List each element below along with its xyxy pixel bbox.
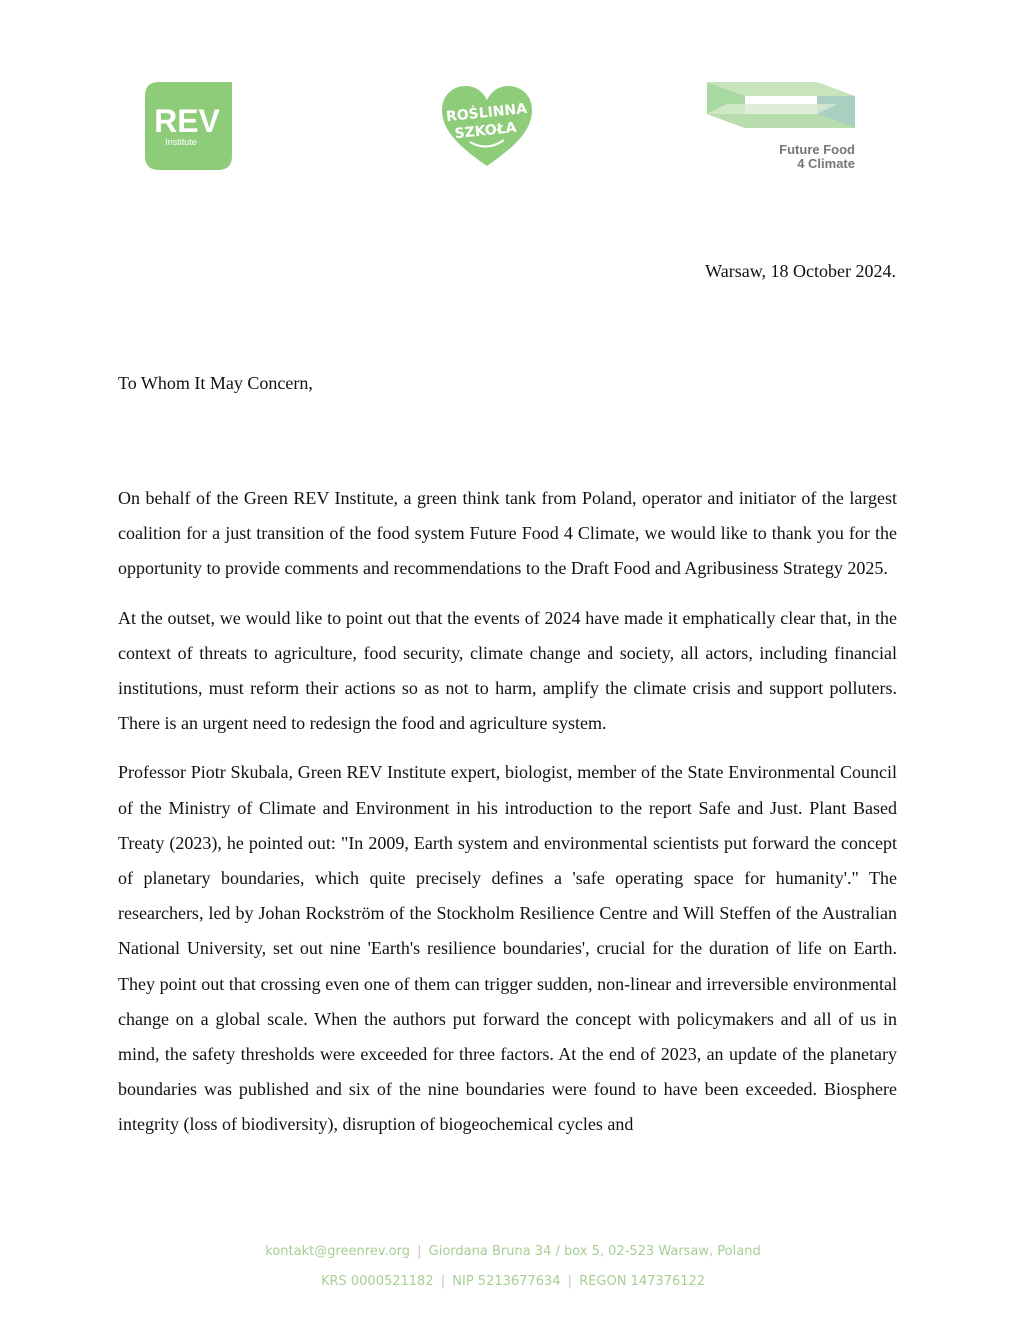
future-food-logo-line1: Future Food <box>779 142 855 157</box>
footer-krs: KRS 0000521182 <box>320 1274 434 1289</box>
letter-paragraph: On behalf of the Green REV Institute, a green think tank from Poland, operator and initiator of the largest coalition for a just transition of the food system Future Food 4 Climate, we would like to thank you for the opportunity to provide comments and recommendations to the Draft Food and Agribusiness Strategy 2025. <box>118 488 897 579</box>
future-food-logo-line2: 4 Climate <box>797 156 855 171</box>
footer-separator: | <box>440 1274 446 1289</box>
roslinna-szkola-logo <box>440 84 534 168</box>
footer-contact-line <box>0 1244 1026 1259</box>
footer-nip: NIP 5213677634 <box>452 1274 561 1289</box>
footer-separator: | <box>567 1274 573 1289</box>
letter-paragraph: Professor Piotr Skubala, Green REV Institute expert, biologist, member of the State Environmental Council of the Ministry of Climate and Environment in his introduction to the report Safe and Just. Plant Based Treaty (2023), he pointed out: "In 2009, Earth system and environmental scientists put forward the concept of planetary boundaries, which quite precisely defines a 'safe operating space for humanity'." The researchers, led by Johan Rockström of the Stockholm Resilience Centre and Will Steffen of the Australian National University, set out nine 'Earth's resilience boundaries', crucial for the duration of life on Earth. They point out that crossing even one of them can trigger sudden, non-linear and irreversible environmental change on a global scale. When the authors put forward the concept with policymakers and all of us in mind, the safety thresholds were exceeded for three factors. At the end of 2023, an update of the planetary boundaries was published and six of the nine boundaries were found to have been exceeded. Biosphere integrity (loss of biodiversity), disruption of biogeochemical cycles and <box>118 762 897 1135</box>
letter-body <box>118 481 897 1157</box>
footer-address: Giordana Bruna 34 / box 5, 02-523 Warsaw, Poland <box>428 1244 761 1259</box>
roslinna-logo-line1: ROŚLINNA <box>445 100 528 126</box>
footer-registry-line <box>0 1274 1026 1289</box>
footer-separator: | <box>417 1244 422 1259</box>
footer-regon: REGON 147376122 <box>579 1274 706 1289</box>
rev-logo-subtext: Institute <box>165 137 197 147</box>
future-food-4-climate-logo <box>707 82 857 172</box>
letter-paragraph: At the outset, we would like to point out that the events of 2024 have made it emphatically clear that, in the context of threats to agriculture, food security, climate change and society, all actors, including financial institutions, must reform their actions so as not to harm, amplify the climate crisis and support polluters. There is an urgent need to redesign the food and agriculture system. <box>118 607 897 734</box>
roslinna-logo-line2: SZKOŁA <box>453 119 518 143</box>
letter-date: Warsaw, 18 October 2024. <box>705 261 896 281</box>
letter-salutation: To Whom It May Concern, <box>118 373 313 393</box>
rev-logo-text: REV <box>154 103 220 139</box>
rev-institute-logo <box>145 82 232 170</box>
footer-email: kontakt@greenrev.org <box>265 1244 410 1259</box>
